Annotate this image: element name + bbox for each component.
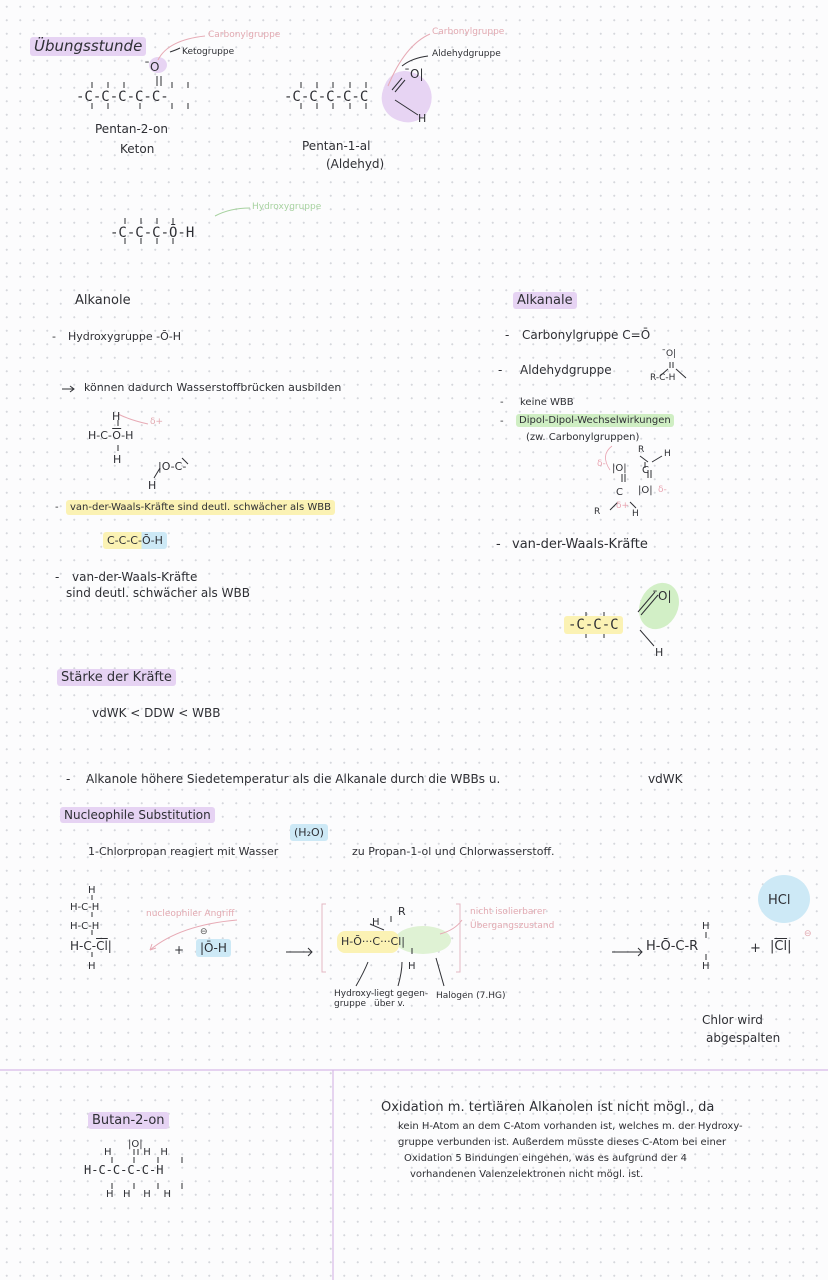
alcohol-hydroxy-label: Hydroxygruppe [252,202,322,212]
alkanale-bullet-3: keine WBB [520,397,574,408]
alkanole-heading: Alkanole [75,293,131,308]
transition-row: H-Ō···C···Cl| [341,935,406,948]
aldehyde-carbonyl-label: Carbonylgruppe [432,27,505,37]
butanone-h-bottom: H H H H [106,1189,172,1200]
substitution-heading: Nucleophile Substitution [60,807,215,823]
alkanale-heading: Alkanale [513,292,577,309]
alkanale-bullet-4 [516,416,674,426]
hydroxide-charge: ⊖ [200,927,208,937]
alkanole-formula-text: C-C-C-Ō-H [103,532,167,549]
substitution-plus-2: + [750,941,761,956]
alkanole-bullet-dash-1: - [52,330,56,343]
alkanal-vdw-h: H [655,646,664,659]
dipol-delta-3: δ+ [616,501,630,511]
product-h-top: H [702,921,710,932]
chloropropane-h-top: H [88,885,96,896]
ketone-type: Keton [120,142,155,156]
hydroxide-ion [196,942,231,954]
chloropropane-h-bottom: H [88,961,96,972]
alkanal-vdw-chain: -C-C-C [564,616,623,634]
aldehyde-oxygen: ̄O| [410,67,424,81]
chloropropane-row-1: H-C-H [70,902,100,913]
dipol-structure-o1: |O| [612,463,627,474]
dipol-structure-h2: H [632,509,639,519]
aldehyde-chain: -C-C-C-C-C [284,89,369,105]
oxidation-line-2: kein H-Atom an dem C-Atom vorhanden ist, welches m. der Hydroxy- [398,1121,743,1132]
substitution-water [290,827,328,838]
substitution-water-text: (H₂O) [290,824,328,841]
hbond-delta-label: δ+ [150,417,164,427]
butanone-o: |O| [128,1139,143,1150]
alkanale-dash-2: - [498,363,503,377]
staerke-heading: Stärke der Kräfte [57,669,176,686]
ketone-carbonyl-label: Carbonylgruppe [208,30,281,40]
alkanale-dash-4: - [500,416,504,427]
transition-r: R [398,905,406,918]
transition-label-2: Übergangszustand [470,921,555,931]
alkanale-bullet-4-sub: (zw. Carbonylgruppen) [526,432,640,443]
page-title: Übungsstunde [30,37,146,56]
alkanole-bullet-4a: van-der-Waals-Kräfte [72,570,198,584]
alkanale-bullet-4-text: Dipol-Dipol-Wechselwirkungen [516,414,674,427]
transition-halogen-label: Halogen (7.HG) [436,991,506,1001]
alkanole-bullet-3-text: van-der-Waals-Kräfte sind deutl. schwächer als WBB [66,500,335,515]
transition-h-left: H [372,917,380,928]
alkanale-dash-5: - [496,537,501,552]
staerke-dash: - [66,772,71,786]
ketone-oxygen: ̄O [150,60,160,74]
dipol-structure-c1: C [642,465,649,476]
chloropropane-row-2: H-C-H [70,921,100,932]
alkanole-bullet-dash-4: - [55,570,60,584]
aldehyde-hydrogen: H [418,112,427,125]
alkanole-bullet-dash-3: - [55,502,59,513]
hbond-structure-3: H [113,453,122,466]
staerke-order: vdWK < DDW < WBB [92,706,221,720]
alkanole-bullet-2: können dadurch Wasserstoffbrücken ausbilden [84,381,342,394]
substitution-note-2: abgespalten [706,1031,781,1045]
alkanale-bullet-1: Carbonylgruppe C=Ō [522,328,651,342]
alkanale-bullet-5: van-der-Waals-Kräfte [512,537,648,552]
oxidation-line-5: vorhandenen Valenzelektronen nicht mögl. ist. [410,1169,644,1180]
ketone-name: Pentan-2-on [95,122,168,136]
substitution-attack-label: nucleophiler Angriff [146,909,235,919]
dipol-structure-c2: C [616,487,623,498]
aldehyde-mini-o: ̄O| [666,349,677,359]
butanone-chain: H-C-C-C-C-H [84,1163,164,1177]
oxidation-line-4: Oxidation 5 Bindungen eingehen, was es aufgrund der 4 [404,1153,687,1164]
dipol-delta-2: δ- [658,485,667,495]
alkanale-dash-3: - [500,397,504,408]
transition-opposite-label: liegt gegen- über v. [374,989,429,1009]
product-row: H-Ō-C-R [646,939,699,954]
alkanole-formula [103,535,167,546]
transition-label-1: nicht isolierbarer [470,907,547,917]
hbond-structure-2: $H-C-\overline{O}-H$ [88,429,134,442]
alkanole-bullet-4b: sind deutl. schwächer als WBB [66,586,250,600]
oxidation-line-1: Oxidation m. tertiären Alkanolen ist nicht mögl., da [381,1100,715,1115]
oxidation-line-3: gruppe verbunden ist. Außerdem müsste dieses C-Atom bei einer [398,1137,727,1148]
staerke-conclusion-a: Alkanole höhere Siedetemperatur als die Alkanale durch die WBBs u. [86,772,501,786]
hbond-structure-1: H [112,410,121,423]
aldehyde-highlight [375,65,439,129]
chloropropane-row-3: $H-C-\overline{Cl}|$ [70,939,112,953]
ketone-keto-label: Ketogruppe [182,47,235,57]
alkanale-dash-1: - [505,328,510,342]
chloride-charge: ⊖ [804,929,812,939]
aldehyde-green-highlight [632,576,687,636]
aldehyde-group-label: Aldehydgruppe [432,49,501,59]
transition-h-bottom: H [408,961,416,972]
product-h-bottom: H [702,961,710,972]
substitution-plus-1: + [174,943,185,957]
butanone-h-top: H H H [104,1147,168,1158]
ketone-chain: -C-C-C-C-C- [76,89,169,105]
dipol-structure-h1: H [664,449,671,459]
transition-hydroxy-label: Hydroxy- gruppe [334,989,375,1009]
dipol-structure-r1: R [638,445,645,455]
hcl-label: HCl [768,893,791,908]
dipol-structure-o2: |O| [638,485,653,496]
substitution-sentence-a: 1-Chlorpropan reagiert mit Wasser [88,845,279,858]
chloride-ion: $|\overline{Cl}|$ [770,939,792,954]
hbond-structure-5: H [148,479,157,492]
aldehyde-type: (Aldehyd) [326,157,385,171]
butanone-title: Butan-2-on [88,1112,169,1129]
dipol-structure-r2: R [594,507,601,517]
alcohol-chain: -C-C-C-Ō-H [110,225,195,241]
hydroxide-ion-text: |Ō-H [196,939,231,957]
aldehyde-name: Pentan-1-al [302,139,371,153]
alkanal-vdw-o: ̄O| [658,589,672,603]
staerke-conclusion-b: vdWK [648,772,683,786]
substitution-note-1: Chlor wird [702,1013,763,1027]
substitution-sentence-b: zu Propan-1-ol und Chlorwasserstoff. [352,845,555,858]
alkanale-bullet-2: Aldehydgruppe [520,363,612,377]
aldehyde-mini-rch: R-C-H [650,373,676,383]
dipol-delta-1: δ- [597,459,606,469]
hbond-structure-4: |O-C- [158,460,187,473]
alkanole-bullet-3 [66,503,335,513]
alkanole-bullet-1: Hydroxygruppe -Ō-H [68,330,182,343]
